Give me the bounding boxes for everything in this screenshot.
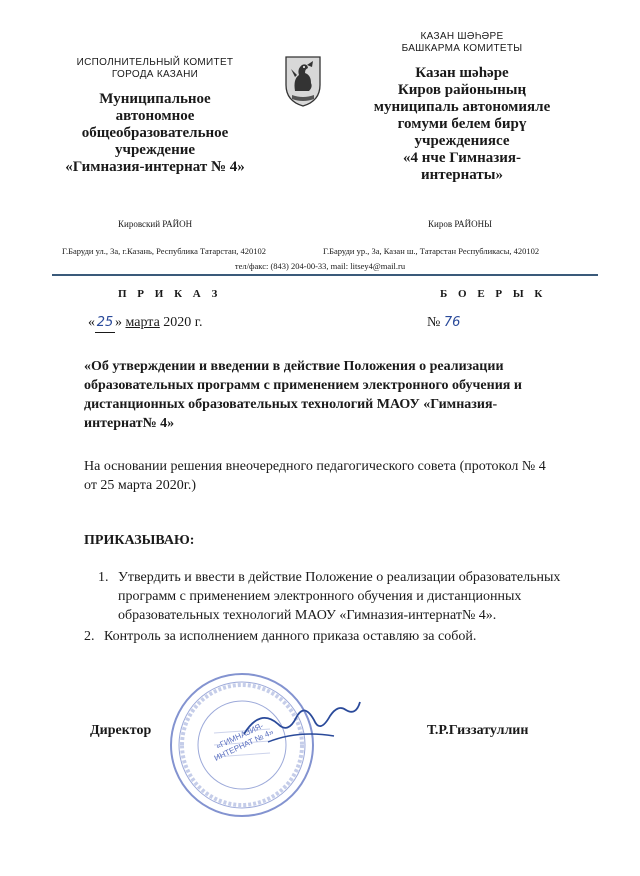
signature-name: Т.Р.Гиззатуллин: [427, 723, 529, 738]
address-right: Г.Баруди ур., 3а, Казан ш., Татарстан Республикасы, 420102: [323, 246, 540, 256]
org-name-left-1: Муниципальное: [99, 91, 211, 107]
org-top-line2-right: БАШКАРМА КОМИТЕТЫ: [401, 43, 523, 54]
district-left: Кировский РАЙОН: [118, 219, 193, 229]
list-item: [84, 568, 614, 625]
directive-heading: ПРИКАЗЫВАЮ:: [84, 533, 195, 548]
subject-line-3: дистанционных образовательных технологий МАОУ «Гимназия-: [84, 397, 498, 412]
date-open-quote: «: [88, 315, 95, 330]
date-month: марта: [125, 315, 160, 330]
order-number: [427, 313, 460, 332]
header-divider: [52, 274, 598, 276]
header-right: [352, 31, 572, 184]
org-top-line1-left: ИСПОЛНИТЕЛЬНЫЙ КОМИТЕТ: [76, 57, 234, 68]
date-day: 25: [95, 313, 115, 333]
org-name-right-2: Киров районының: [397, 82, 527, 98]
header-left: [55, 57, 255, 176]
org-name-right-1: Казан шәһәре: [415, 65, 509, 81]
item-line: программ с применением электронного обучения и дистанционных: [118, 589, 522, 604]
item-number: 1.: [98, 570, 109, 585]
org-name-right-5: учреждениясе: [414, 133, 510, 149]
order-basis: [84, 457, 614, 495]
item-line: образовательных технологий МАОУ «Гимназия-интернат№ 4».: [118, 608, 497, 623]
list-item: [84, 627, 614, 646]
subject-line-2: образовательных программ с применением электронного обучения и: [84, 378, 522, 393]
number-label: №: [427, 315, 441, 330]
org-name-left-5: «Гимназия-интернат № 4»: [65, 159, 245, 175]
subject-line-1: «Об утверждении и введении в действие Положения о реализации: [84, 359, 504, 374]
basis-line-1: На основании решения внеочередного педагогического совета (протокол № 4: [84, 459, 546, 474]
org-name-right-3: муниципаль автономияле: [373, 99, 551, 115]
order-subject: [84, 357, 604, 433]
org-name-right-6: «4 нче Гимназия-: [402, 150, 521, 166]
address-contacts: тел/факс: (843) 204-00-33, mail: litsey4@mail.ru: [234, 261, 406, 271]
basis-line-2: от 25 марта 2020г.): [84, 478, 197, 493]
date-year: 2020 г.: [163, 315, 203, 330]
item-number: 2.: [84, 629, 95, 644]
subject-line-4: интернат№ 4»: [84, 416, 175, 431]
order-title-right: Б О Е Р Ы К: [440, 288, 547, 300]
order-date: [88, 313, 202, 333]
org-name-left-4: учреждение: [114, 142, 196, 158]
handwritten-signature: [238, 690, 368, 760]
org-top-line2-left: ГОРОДА КАЗАНИ: [111, 69, 199, 80]
kazan-coat-of-arms-icon: [283, 55, 323, 107]
org-name-left-3: общеобразовательное: [81, 125, 229, 141]
number-value: 76: [443, 315, 461, 330]
item-line: Утвердить и ввести в действие Положение о реализации образовательных: [118, 570, 561, 585]
org-name-right-4: гомуми белем бирү: [397, 116, 527, 132]
address-left: Г.Баруди ул., 3а, г.Казань, Республика Татарстан, 420102: [62, 246, 267, 256]
district-right: Киров РАЙОНЫ: [428, 219, 493, 229]
date-close-quote: »: [115, 315, 122, 330]
order-title-left: П Р И К А З: [118, 288, 222, 300]
org-name-left-2: автономное: [115, 108, 195, 124]
order-items: [84, 568, 614, 646]
org-name-right-7: интернаты»: [421, 167, 503, 183]
signature-role: Директор: [90, 723, 152, 738]
org-top-line1-right: КАЗАН ШӘҺӘРЕ: [420, 31, 504, 42]
item-line: Контроль за исполнением данного приказа оставляю за собой.: [104, 629, 477, 644]
stamp-center-text: «ГИМНАЗИЯ- ИНТЕРНАТ № 4»: [212, 721, 275, 763]
